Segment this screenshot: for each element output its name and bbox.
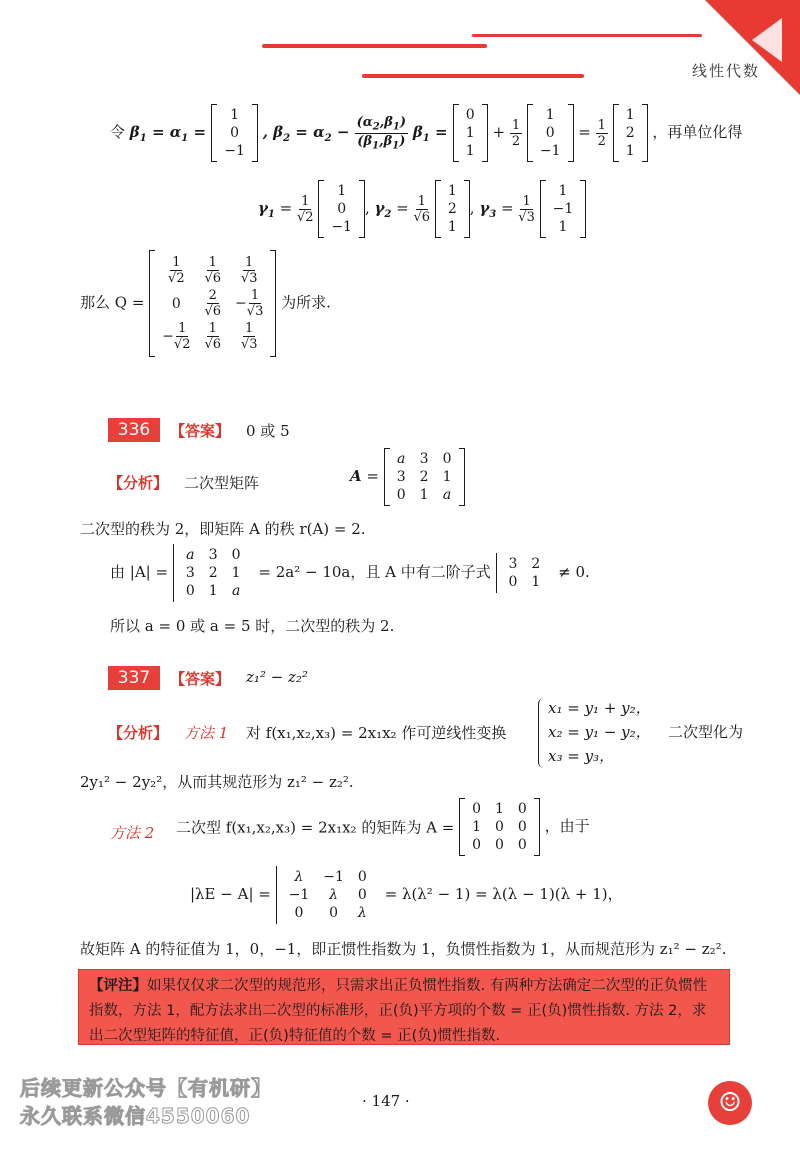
minor-2x2: 3 2 0 1 — [496, 553, 554, 593]
beta2-matrix: 1 2 1 — [613, 104, 648, 162]
system-eq-1: x₁ = y₁ + y₂， — [548, 699, 651, 717]
eig-suffix: = λ(λ² − 1) = λ(λ − 1)(λ + 1)， — [384, 885, 623, 903]
comment-tag: 【评注】 — [89, 978, 147, 994]
method-1-after: 二次型化为 — [668, 723, 744, 741]
matrix-a-336: A = a 3 0 3 2 1 0 1 a — [350, 448, 465, 506]
analysis-tag-337: 【分析】 — [108, 724, 169, 742]
system-brace-icon — [538, 698, 547, 768]
eigen-line — [190, 866, 623, 924]
problem-336-badge: 336 — [108, 418, 160, 442]
watermark-line-1: 后续更新公众号【有机研】 — [20, 1076, 272, 1100]
analysis-tag-336: 【分析】 — [108, 474, 169, 492]
header-stripe-2 — [472, 34, 702, 37]
m2-text: 二次型 f(x₁,x₂,x₃) = 2x₁x₂ 的矩阵为 A = — [176, 818, 455, 837]
answer-tag-336: 【答案】 — [170, 422, 231, 440]
conclusion-336: 所以 a = 0 或 a = 5 时，二次型的秩为 2. — [110, 617, 395, 635]
system-eq-2: x₂ = y₁ − y₂， — [548, 723, 651, 741]
q-prefix: 那么 Q = — [80, 293, 145, 312]
problem-337-badge: 337 — [108, 666, 160, 690]
header-stripe-3 — [362, 74, 584, 78]
header-title: 线性代数 — [691, 62, 760, 80]
det-a: a 3 0 3 2 1 0 1 a — [173, 544, 254, 602]
gamma2-matrix: 1 2 1 — [435, 180, 470, 238]
m2-after: ，由于 — [544, 817, 590, 835]
corner-arrow-icon — [752, 18, 782, 62]
matrix-a-337: 0 1 0 1 0 0 0 0 0 — [459, 798, 540, 856]
gamma3-matrix: 1 −1 1 — [540, 180, 587, 238]
q-suffix: 为所求. — [281, 293, 331, 312]
alpha2-matrix: 0 1 1 — [453, 104, 488, 162]
comment-box — [78, 969, 730, 1045]
analysis-intro-336: 二次型矩阵 — [184, 474, 260, 492]
alpha1-matrix: 1 0 −1 — [211, 104, 258, 162]
matrix-a: a 3 0 3 2 1 0 1 a — [384, 448, 465, 506]
det-suffix: ≠ 0. — [558, 563, 590, 581]
answer-337: z₁² − z₂² — [246, 668, 308, 686]
eig-prefix: |λE − A| = — [190, 885, 271, 903]
q-matrix-line — [80, 250, 331, 357]
normalize-text: ，再单位化得 — [652, 123, 743, 141]
method-1-text: 对 f(x₁,x₂,x₃) = 2x₁x₂ 作可逆线性变换 — [246, 724, 507, 742]
char-det: λ −1 0 −1 λ 0 0 0 λ — [276, 866, 380, 924]
method-2-text — [176, 798, 590, 856]
answer-tag-337: 【答案】 — [170, 670, 231, 688]
determinant-line — [110, 544, 590, 602]
gamma1-matrix: 1 0 −1 — [318, 180, 365, 238]
method-1-result: 2y₁² − 2y₂²，从而其规范形为 z₁² − z₂². — [80, 773, 354, 791]
beta-definition-line: 令 $\beta_1 = \alpha_1$ = 1 0 −1 , $\beta_2 = \alpha_2$ − $\frac{(\alpha_2,\beta_1)}{(\beta_1,\beta_1)}$ $\beta_1$ = 0 1 1 + $\frac{1}{2}$ 1 0 −1 = $\frac{1}{2}$ 1 2 1 ，再单位化得 — [110, 104, 742, 162]
smiley-icon: ☺ — [708, 1081, 752, 1125]
watermark-line-2: 永久联系微信4550060 — [20, 1104, 251, 1128]
method-1-label: 方法 1 — [184, 724, 229, 742]
det-prefix: 由 |A| = — [110, 563, 169, 581]
beta1-matrix: 1 0 −1 — [527, 104, 574, 162]
det-middle: = 2a² − 10a，且 A 中有二阶子式 — [258, 563, 491, 581]
header-stripe-1 — [262, 44, 487, 48]
answer-336: 0 或 5 — [246, 422, 290, 440]
beta-prefix: 令 — [110, 123, 126, 141]
rank-line: 二次型的秩为 2，即矩阵 A 的秩 r(A) = 2. — [80, 520, 366, 538]
gamma-line: $\gamma_1$ = $\frac{1}{√2}$ 1 0 −1 , $\gamma_2$ = $\frac{1}{√6}$ 1 2 1 , $\gamma_3$ = $\frac{1}{√3}$ 1 −1 1 — [258, 180, 586, 238]
q-matrix: $\frac{1}{√2}$ $\frac{1}{√6}$ $\frac{1}{√3}$ 0 $\frac{2}{√6}$ − $\frac{1}{√3}$ − $\frac{1}{√2}$ $\frac{1}{√6}$ $\frac{1}{√3}$ — [149, 250, 276, 357]
comment-text: 如果仅仅求二次型的规范形，只需求出正负惯性指数. 有两种方法确定二次型的正负惯性指数，方法 1，配方法求出二次型的标准形，正(负)平方项的个数 = 正(负)惯性指数. 方法 2，求出二次型矩阵的特征值，正(负)特征值的个数 = 正(负)惯性指数. — [89, 978, 708, 1044]
method-2-label: 方法 2 — [110, 824, 155, 842]
system-eq-3: x₃ = y₃， — [548, 747, 615, 765]
eigen-conclusion: 故矩阵 A 的特征值为 1，0，−1，即正惯性指数为 1，负惯性指数为 1，从而规范形为 z₁² − z₂². — [80, 940, 727, 958]
page-number: · 147 · — [362, 1092, 410, 1110]
